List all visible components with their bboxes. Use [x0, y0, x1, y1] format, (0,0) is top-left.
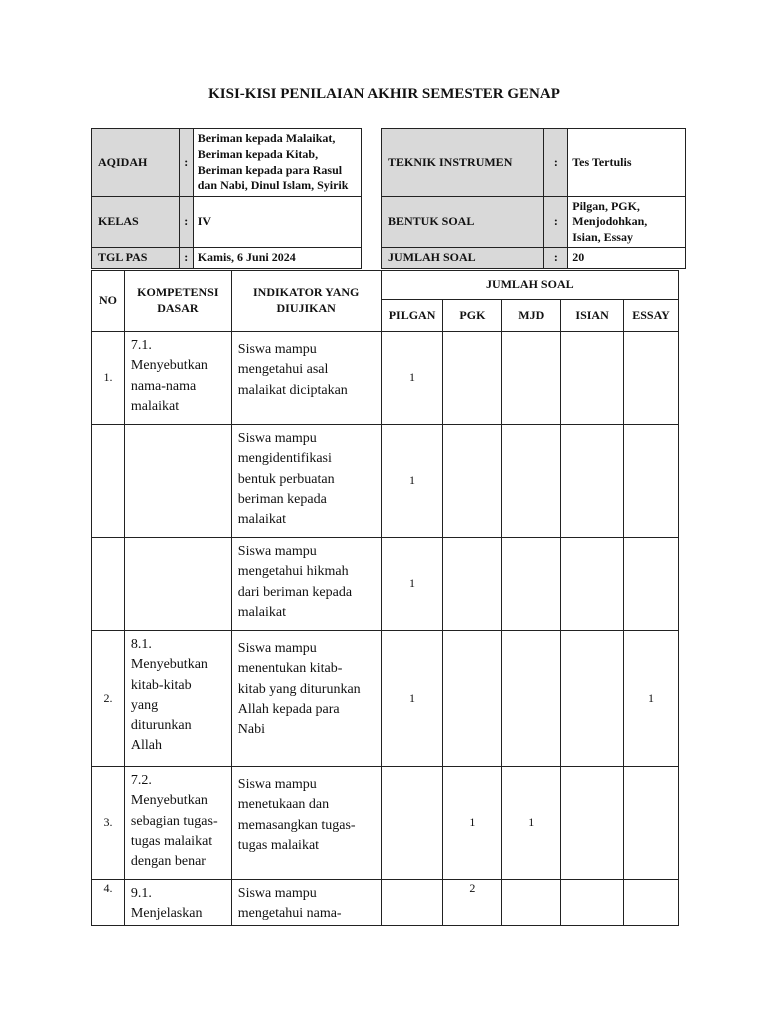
table-row: [92, 425, 679, 538]
count-pilgan: [381, 767, 443, 880]
indikator-line: Siswa mampu: [237, 641, 317, 656]
count-essay: [624, 538, 679, 631]
aqidah-label: AQIDAH: [92, 129, 180, 197]
aqidah-line: Beriman kepada Kitab,: [197, 146, 319, 161]
indikator-line: Siswa mampu: [237, 431, 317, 446]
header-essay: ESSAY: [624, 300, 679, 332]
header-jumlah-soal: JUMLAH SOAL: [381, 271, 678, 300]
header-kompetensi-dasar: [124, 271, 231, 332]
count-pgk: [443, 631, 502, 767]
kd-line: 8.1.: [130, 637, 152, 652]
kelas-label: KELAS: [92, 197, 180, 248]
kd-line: Menyebutkan: [130, 358, 208, 374]
table-row: [92, 332, 679, 425]
bentuk-label: BENTUK SOAL: [382, 197, 544, 248]
count-mjd: [502, 538, 561, 631]
indikator-line: Siswa mampu: [237, 777, 317, 792]
count-pgk: 2: [443, 880, 502, 926]
indikator-cell: [231, 767, 381, 880]
table-row: [92, 767, 679, 880]
info-table-left: [91, 128, 362, 269]
indikator-line: kitab yang diturunkan: [237, 681, 361, 697]
row-number: 4.: [92, 880, 125, 926]
indikator-line: Siswa mampu: [237, 886, 317, 901]
jumlah-value: 20: [568, 248, 686, 269]
indikator-line: tugas malaikat: [237, 837, 320, 853]
indikator-line: mengidentifikasi: [237, 451, 332, 467]
count-isian: [561, 538, 624, 631]
header-indikator-line: INDIKATOR YANG: [253, 285, 360, 300]
kd-line: tugas malaikat: [130, 833, 213, 849]
aqidah-value: [193, 129, 361, 197]
count-essay: [624, 880, 679, 926]
kd-line: malaikat: [130, 398, 180, 414]
indikator-line: malaikat diciptakan: [237, 382, 348, 398]
kisi-table: [91, 270, 679, 926]
indikator-line: bentuk perbuatan: [237, 471, 335, 487]
row-number: 2.: [92, 631, 125, 767]
kompetensi-dasar-cell: [124, 880, 231, 926]
jumlah-label: JUMLAH SOAL: [382, 248, 544, 269]
indikator-line: Siswa mampu: [237, 544, 317, 559]
table-row: [92, 631, 679, 767]
tgl-pas-label: TGL PAS: [92, 248, 180, 269]
kd-line: Menyebutkan: [130, 657, 208, 673]
indikator-line: malaikat: [237, 604, 286, 620]
jumlah-colon: :: [544, 248, 568, 269]
kd-line: kitab-kitab: [130, 677, 192, 693]
indikator-line: memasangkan tugas-: [237, 817, 356, 833]
kd-line: diturunkan: [130, 718, 192, 734]
count-isian: [561, 332, 624, 425]
indikator-line: mengetahui hikmah: [237, 564, 349, 580]
count-pilgan: [381, 880, 443, 926]
indikator-line: beriman kepada: [237, 491, 327, 507]
aqidah-line: Beriman kepada para Rasul: [197, 162, 343, 177]
count-mjd: 1: [502, 767, 561, 880]
count-pgk: [443, 332, 502, 425]
bentuk-colon: :: [544, 197, 568, 248]
count-essay: [624, 767, 679, 880]
count-isian: [561, 880, 624, 926]
count-mjd: [502, 631, 561, 767]
count-pgk: [443, 425, 502, 538]
kd-line: 7.2.: [130, 773, 152, 788]
header-mjd: MJD: [502, 300, 561, 332]
indikator-cell: [231, 538, 381, 631]
kd-line: 9.1.: [130, 886, 152, 901]
kd-line: 7.1.: [130, 338, 152, 353]
kd-line: dengan benar: [130, 854, 206, 870]
indikator-line: malaikat: [237, 512, 286, 528]
tgl-pas-value: Kamis, 6 Juni 2024: [193, 248, 361, 269]
count-isian: [561, 425, 624, 538]
tgl-pas-colon: :: [179, 248, 193, 269]
indikator-cell: [231, 425, 381, 538]
count-essay: [624, 332, 679, 425]
kompetensi-dasar-cell: [124, 767, 231, 880]
kd-line: Menjelaskan: [130, 906, 203, 922]
count-pilgan: 1: [381, 332, 443, 425]
kelas-value: IV: [193, 197, 361, 248]
count-pilgan: 1: [381, 631, 443, 767]
header-indikator: [231, 271, 381, 332]
indikator-cell: [231, 631, 381, 767]
kd-line: Menyebutkan: [130, 793, 208, 809]
indikator-line: mengetahui asal: [237, 362, 329, 378]
count-essay: 1: [624, 631, 679, 767]
header-pilgan: PILGAN: [381, 300, 443, 332]
table-row: [92, 538, 679, 631]
info-table-right: [381, 128, 686, 269]
bentuk-line: Pilgan, PGK,: [572, 198, 640, 213]
indikator-line: Allah kepada para: [237, 701, 340, 717]
teknik-colon: :: [544, 129, 568, 197]
header-indikator-line: DIUJIKAN: [276, 301, 336, 315]
count-mjd: [502, 425, 561, 538]
count-pilgan: 1: [381, 538, 443, 631]
kd-line: nama-nama: [130, 378, 197, 394]
kd-line: yang: [130, 697, 159, 713]
aqidah-line: Beriman kepada Malaikat,: [197, 131, 336, 146]
header-kd-line: KOMPETENSI: [137, 285, 219, 300]
count-pilgan: 1: [381, 425, 443, 538]
indikator-cell: [231, 880, 381, 926]
table-row: [92, 880, 679, 926]
row-number: 3.: [92, 767, 125, 880]
indikator-cell: [231, 332, 381, 425]
count-mjd: [502, 880, 561, 926]
count-isian: [561, 767, 624, 880]
count-mjd: [502, 332, 561, 425]
aqidah-colon: :: [179, 129, 193, 197]
kd-line: Allah: [130, 738, 163, 754]
document-title: KISI-KISI PENILAIAN AKHIR SEMESTER GENAP: [208, 86, 560, 102]
count-pgk: [443, 538, 502, 631]
indikator-line: menetukaan dan: [237, 797, 330, 813]
count-pgk: 1: [443, 767, 502, 880]
header-kd-line: DASAR: [157, 301, 199, 315]
kompetensi-dasar-cell: [124, 332, 231, 425]
bentuk-value: [568, 197, 686, 248]
kelas-colon: :: [179, 197, 193, 248]
indikator-line: menentukan kitab-: [237, 661, 343, 677]
header-no: NO: [92, 271, 125, 332]
kd-line: sebagian tugas-: [130, 813, 218, 829]
count-isian: [561, 631, 624, 767]
kompetensi-dasar-cell: [124, 631, 231, 767]
bentuk-line: Menjodohkan,: [572, 214, 648, 229]
kompetensi-dasar-cell: [124, 425, 231, 538]
count-essay: [624, 425, 679, 538]
header-isian: ISIAN: [561, 300, 624, 332]
indikator-line: Siswa mampu: [237, 342, 317, 357]
header-pgk: PGK: [443, 300, 502, 332]
indikator-line: dari beriman kepada: [237, 584, 353, 600]
bentuk-line: Isian, Essay: [572, 229, 633, 244]
row-number: [92, 425, 125, 538]
indikator-line: mengetahui nama-: [237, 906, 342, 922]
aqidah-line: dan Nabi, Dinul Islam, Syirik: [197, 178, 349, 193]
teknik-label: TEKNIK INSTRUMEN: [382, 129, 544, 197]
kompetensi-dasar-cell: [124, 538, 231, 631]
teknik-value: Tes Tertulis: [568, 129, 686, 197]
row-number: 1.: [92, 332, 125, 425]
row-number: [92, 538, 125, 631]
indikator-line: Nabi: [237, 722, 266, 738]
